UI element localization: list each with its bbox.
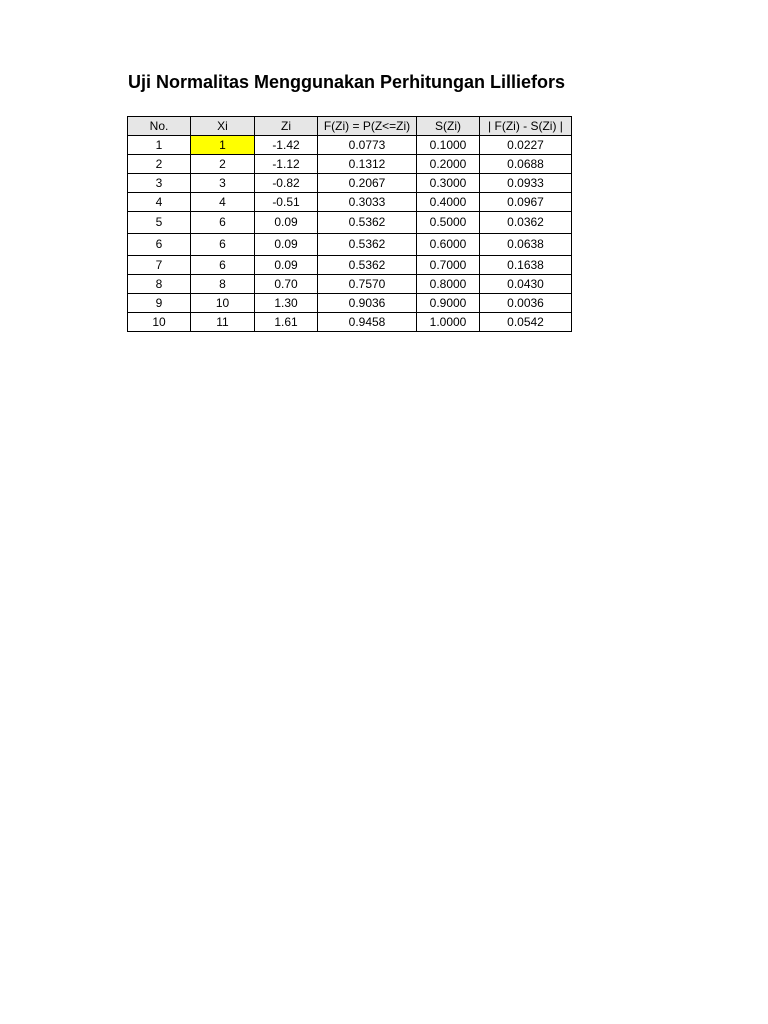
cell-xi[interactable]: 2 bbox=[191, 155, 255, 174]
table-row bbox=[128, 212, 572, 234]
table-row bbox=[128, 234, 572, 256]
cell-zi[interactable]: -0.82 bbox=[255, 174, 318, 193]
cell-no[interactable]: 9 bbox=[128, 294, 191, 313]
header-fzi[interactable]: F(Zi) = P(Z<=Zi) bbox=[318, 117, 417, 136]
cell-fzi[interactable]: 0.9036 bbox=[318, 294, 417, 313]
cell-abs-diff[interactable]: 0.0688 bbox=[480, 155, 572, 174]
cell-no[interactable]: 5 bbox=[128, 212, 191, 234]
cell-abs-diff[interactable]: 0.0430 bbox=[480, 275, 572, 294]
table-row bbox=[128, 256, 572, 275]
cell-no[interactable]: 1 bbox=[128, 136, 191, 155]
cell-fzi[interactable]: 0.7570 bbox=[318, 275, 417, 294]
cell-fzi[interactable]: 0.1312 bbox=[318, 155, 417, 174]
cell-zi[interactable]: 0.70 bbox=[255, 275, 318, 294]
table-row bbox=[128, 313, 572, 332]
cell-no[interactable]: 3 bbox=[128, 174, 191, 193]
cell-xi[interactable]: 11 bbox=[191, 313, 255, 332]
header-zi[interactable]: Zi bbox=[255, 117, 318, 136]
header-szi[interactable]: S(Zi) bbox=[417, 117, 480, 136]
cell-zi[interactable]: -1.12 bbox=[255, 155, 318, 174]
cell-zi[interactable]: 1.61 bbox=[255, 313, 318, 332]
cell-no[interactable]: 8 bbox=[128, 275, 191, 294]
cell-fzi[interactable]: 0.2067 bbox=[318, 174, 417, 193]
table-row bbox=[128, 275, 572, 294]
cell-fzi[interactable]: 0.5362 bbox=[318, 256, 417, 275]
cell-szi[interactable]: 0.2000 bbox=[417, 155, 480, 174]
cell-zi[interactable]: -1.42 bbox=[255, 136, 318, 155]
cell-fzi[interactable]: 0.0773 bbox=[318, 136, 417, 155]
cell-zi[interactable]: 0.09 bbox=[255, 256, 318, 275]
cell-no[interactable]: 2 bbox=[128, 155, 191, 174]
cell-abs-diff[interactable]: 0.0227 bbox=[480, 136, 572, 155]
cell-zi[interactable]: 1.30 bbox=[255, 294, 318, 313]
table-row bbox=[128, 174, 572, 193]
cell-xi-selected[interactable]: 1 bbox=[191, 136, 255, 155]
cell-szi[interactable]: 0.5000 bbox=[417, 212, 480, 234]
table-row bbox=[128, 155, 572, 174]
cell-abs-diff[interactable]: 0.0933 bbox=[480, 174, 572, 193]
cell-no[interactable]: 7 bbox=[128, 256, 191, 275]
page-title: Uji Normalitas Menggunakan Perhitungan Lilliefors bbox=[128, 72, 566, 92]
cell-no[interactable]: 4 bbox=[128, 193, 191, 212]
cell-abs-diff[interactable]: 0.1638 bbox=[480, 256, 572, 275]
cell-szi[interactable]: 0.3000 bbox=[417, 174, 480, 193]
cell-szi[interactable]: 0.7000 bbox=[417, 256, 480, 275]
cell-zi[interactable]: -0.51 bbox=[255, 193, 318, 212]
cell-xi[interactable]: 3 bbox=[191, 174, 255, 193]
cell-abs-diff[interactable]: 0.0036 bbox=[480, 294, 572, 313]
cell-szi[interactable]: 0.9000 bbox=[417, 294, 480, 313]
cell-no[interactable]: 6 bbox=[128, 234, 191, 256]
cell-fzi[interactable]: 0.5362 bbox=[318, 212, 417, 234]
cell-abs-diff[interactable]: 0.0967 bbox=[480, 193, 572, 212]
cell-szi[interactable]: 0.1000 bbox=[417, 136, 480, 155]
table-row bbox=[128, 136, 572, 155]
cell-xi[interactable]: 4 bbox=[191, 193, 255, 212]
table-row bbox=[128, 193, 572, 212]
cell-abs-diff[interactable]: 0.0542 bbox=[480, 313, 572, 332]
table-header-row bbox=[128, 117, 572, 136]
cell-szi[interactable]: 0.8000 bbox=[417, 275, 480, 294]
cell-zi[interactable]: 0.09 bbox=[255, 234, 318, 256]
cell-szi[interactable]: 0.4000 bbox=[417, 193, 480, 212]
cell-xi[interactable]: 6 bbox=[191, 234, 255, 256]
cell-xi[interactable]: 10 bbox=[191, 294, 255, 313]
cell-no[interactable]: 10 bbox=[128, 313, 191, 332]
cell-abs-diff[interactable]: 0.0638 bbox=[480, 234, 572, 256]
cell-szi[interactable]: 0.6000 bbox=[417, 234, 480, 256]
cell-xi[interactable]: 8 bbox=[191, 275, 255, 294]
table-row bbox=[128, 294, 572, 313]
header-xi[interactable]: Xi bbox=[191, 117, 255, 136]
header-abs-diff[interactable]: | F(Zi) - S(Zi) | bbox=[480, 117, 572, 136]
cell-fzi[interactable]: 0.3033 bbox=[318, 193, 417, 212]
cell-xi[interactable]: 6 bbox=[191, 212, 255, 234]
cell-abs-diff[interactable]: 0.0362 bbox=[480, 212, 572, 234]
cell-fzi[interactable]: 0.9458 bbox=[318, 313, 417, 332]
cell-xi[interactable]: 6 bbox=[191, 256, 255, 275]
cell-szi[interactable]: 1.0000 bbox=[417, 313, 480, 332]
header-no[interactable]: No. bbox=[128, 117, 191, 136]
cell-zi[interactable]: 0.09 bbox=[255, 212, 318, 234]
cell-fzi[interactable]: 0.5362 bbox=[318, 234, 417, 256]
lilliefors-table bbox=[127, 116, 572, 332]
